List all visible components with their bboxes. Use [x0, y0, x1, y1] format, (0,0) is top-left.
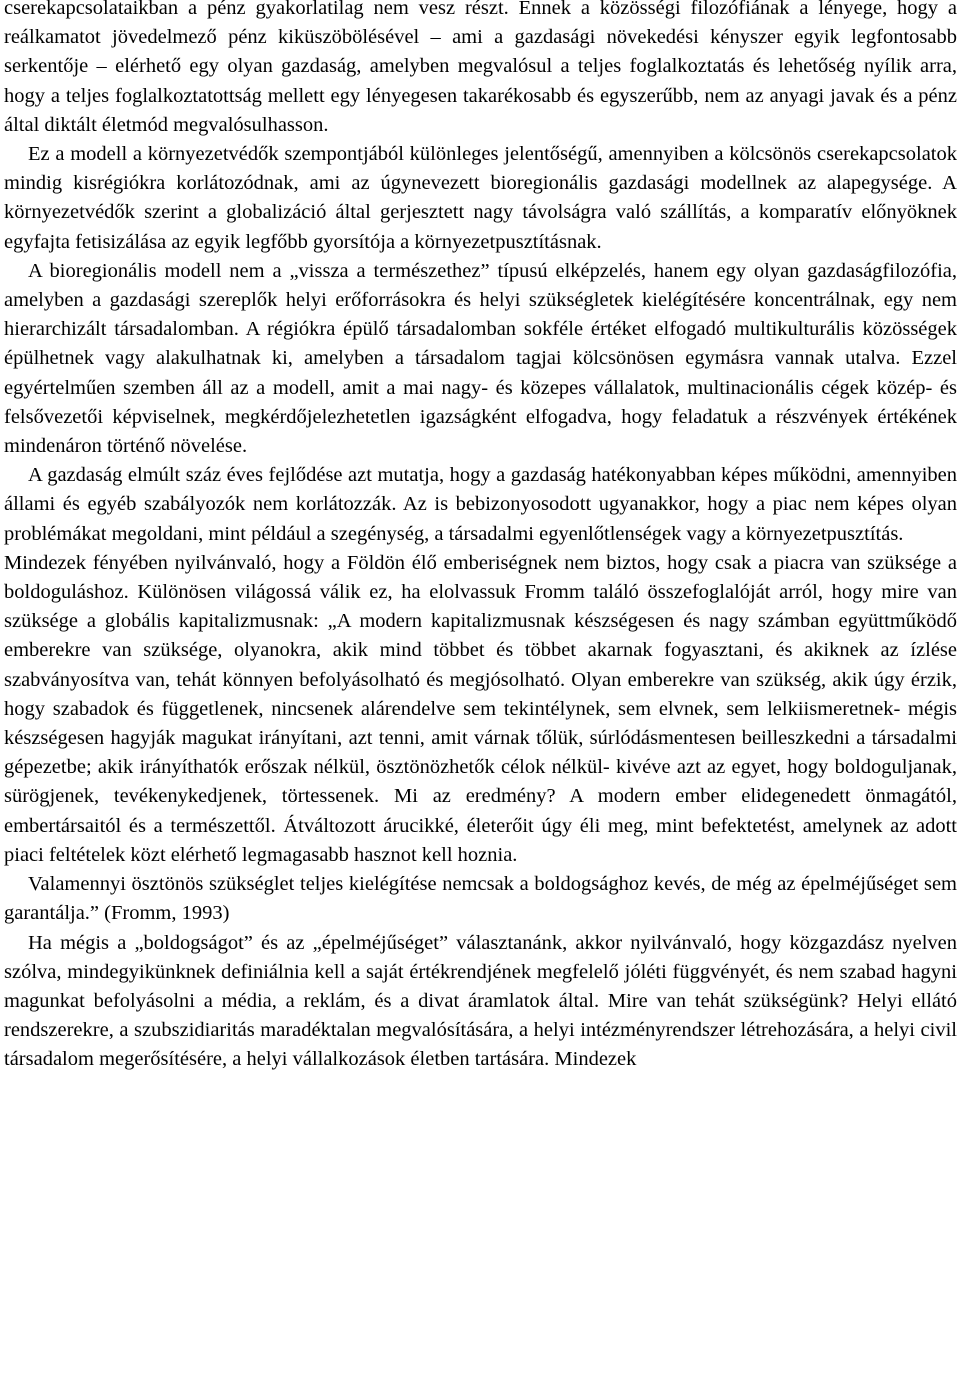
paragraph: Mindezek fényében nyilvánvaló, hogy a Földön élő emberiségnek nem biztos, hogy csak a piacra van szüksége a boldoguláshoz. Különösen világossá válik ez, ha elolvassuk Fromm találó összefoglalóját arról, hogy mire van szüksége a globális kapitalizmusnak: „A modern kapitalizmusnak készségesen és nagy számban együttműködő emberekre van szüksége, olyanokra, akik mind többet és többet akarnak fogyasztani, és akiknek az ízlése szabványosítva van, tehát könnyen befolyásolható és megjósolható. Olyan emberekre van szükség, akik úgy érzik, hogy szabadok és függetlenek, nincsenek alárendelve sem tekintélynek, sem elvnek, sem lelkiismeretnek- mégis készségesen hagyják magukat irányítani, azt tenni, amit várnak tőlük, súrlódásmentesen beilleszkedni a társadalmi gépezetbe; akik irányíthatók erőszak nélkül, ösztönözhetők célok nélkül- kivéve azt az egyet, hogy boldoguljanak, sürögjenek, tevékenykedjenek, törtessenek. Mi az eredmény? A modern ember elidegenedett önmagától, embertársaitól és a természettől. Átváltozott árucikké, életerőit úgy éli meg, mint befektetést, amelynek az adott piaci feltételek közt elérhető legmagasabb hasznot kell hoznia.: [4, 551, 957, 866]
document-page: [4, 0, 957, 1075]
paragraph: Valamennyi ösztönös szükséglet teljes kielégítése nemcsak a boldogsághoz kevés, de még az épelméjűséget sem garantálja.” (Fromm, 1993): [4, 873, 957, 925]
paragraph: A bioregionális modell nem a „vissza a természethez” típusú elképzelés, hanem egy olyan gazdaságfilozófia, amelyben a gazdasági szereplők helyi erőforrásokra és helyi szükségletek kielégítésére koncentrálnak, egy nem hierarchizált társadalomban. A régiókra épülő társadalomban sokféle értéket elfogadó multikulturális közösségek épülhetnek vagy alakulhatnak ki, amelyben a társadalom tagjai kölcsönösen egymásra vannak utalva. Ezzel egyértelműen szemben áll az a modell, amit a mai nagy- és közepes vállalatok, multinacionális cégek közép- és felsővezetői képviselnek, megkérdőjelezhetetlen igazságként elfogadva, hogy feladatuk a részvények értékének mindenáron történő növelése.: [4, 259, 957, 458]
paragraph: Ez a modell a környezetvédők szempontjából különleges jelentőségű, amennyiben a kölcsönös cserekapcsolatok mindig kisrégiókra korlátozódnak, ami az úgynevezett bioregionális gazdasági modellnek az alapegysége. A környezetvédők szerint a globalizáció által gerjesztett nagy távolságra való szállítás, a komparatív előnyöknek egyfajta fetisizálása az egyik legfőbb gyorsítója a környezetpusztításnak.: [4, 143, 957, 253]
paragraph: cserekapcsolataikban a pénz gyakorlatilag nem vesz részt. Ennek a közösségi filozófiának a lényege, hogy a reálkamatot jövedelmező pénz kiküszöbölésével – ami a gazdasági növekedési kényszer egyik legfontosabb serkentője – elérhető egy olyan gazdaság, amelyben megvalósul a teljes foglalkoztatás és lehetőség nyílik arra, hogy a teljes foglalkoztatottság mellett egy lényegesen takarékosabb és egyszerűbb, nem az anyagi javak és a pénz által diktált életmód megvalósulhasson.: [4, 0, 957, 136]
paragraph: Ha mégis a „boldogságot” és az „épelméjűséget” választanánk, akkor nyilvánvaló, hogy közgazdász nyelven szólva, mindegyikünknek definiálnia kell a saját értékrendjének megfelelő jóléti függvényét, és nem szabad hagyni magunkat befolyásolni a média, a reklám, és a divat áramlatok által. Mire van tehát szükségünk? Helyi ellátó rendszerekre, a szubszidiaritás maradéktalan megvalósítására, a helyi intézményrendszer létrehozására, a helyi civil társadalom megerősítésére, a helyi vállalkozások életben tartására. Mindezek: [4, 931, 957, 1071]
paragraph: A gazdaság elmúlt száz éves fejlődése azt mutatja, hogy a gazdaság hatékonyabban képes működni, amennyiben állami és egyéb szabályozók nem korlátozzák. Az is bebizonyosodott ugyanakkor, hogy a piac nem képes olyan problémákat megoldani, mint például a szegénység, a társadalmi egyenlőtlenségek vagy a környezetpusztítás.: [4, 464, 957, 545]
